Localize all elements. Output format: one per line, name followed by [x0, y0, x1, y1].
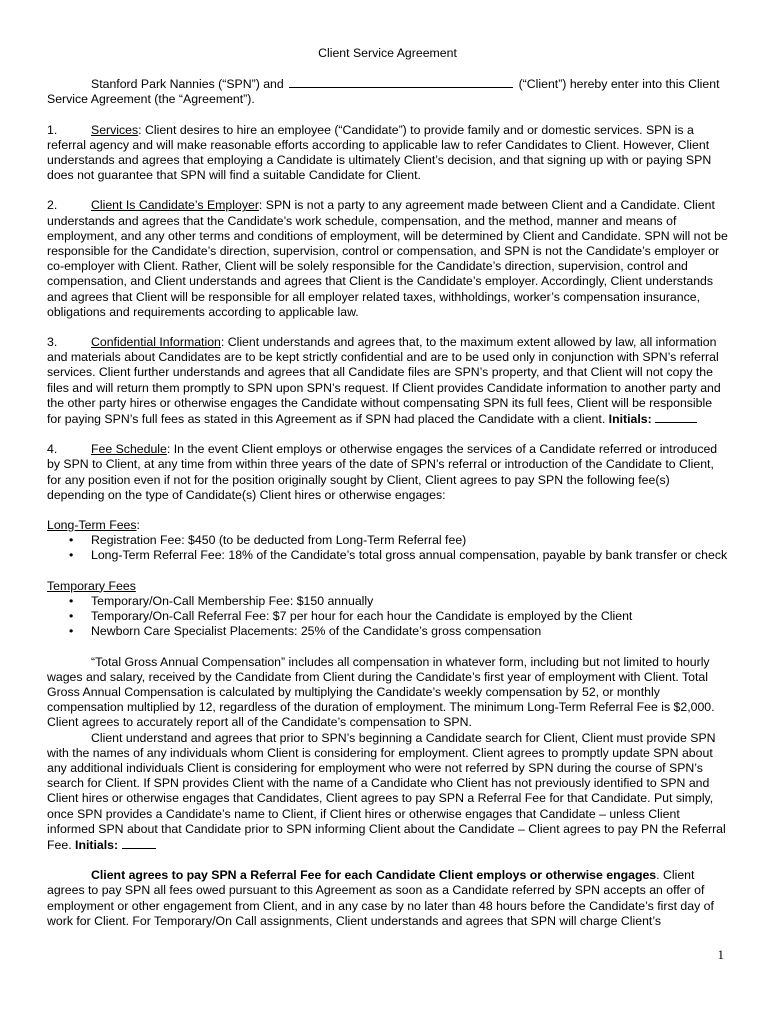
document-page [47, 46, 728, 929]
intro-paragraph [47, 76, 728, 92]
bullet-icon: • [69, 593, 74, 608]
intro-lead: Stanford Park Nannies (“SPN”) and [91, 77, 284, 92]
section-text: : SPN is not a party to any agreement made between Client and a Candidate. Client understands and agrees that the Candidate’s work schedule, compensation, and the method, manner and means of employment, and any other terms and conditions of employment, will be determined by Client and Candidate. SPN will not be responsible for the Candidate’s direction, supervision, control or compensation, and SPN is not the Candidate’s employer or co-employer with Client. Rather, Client will be solely responsible for the Candidate’s direction, supervision, control and compensation, and Client understands and agrees that Client is the Candidate’s employer. Accordingly, Client understands and agrees that Client will be responsible for all employer related taxes, withholdings, worker’s compensation insurance, obligations and requirements according to applicable law. [47, 198, 728, 319]
section-heading: Client Is Candidate’s Employer [91, 198, 259, 213]
section-services: 1. Services: Client desires to hire an employee (“Candidate”) to provide family and or domestic services. SPN is a referral agency and will make reasonable efforts according to applicable law to refer Candidates to Client. However, Client understands and agrees that employing a Candidate is ultimately Client’s decision, and that signing up with or paying SPN does not guarantee that SPN will find a suitable Candidate for Client. [47, 122, 712, 183]
initials-blank [655, 411, 697, 423]
initials-label: Initials: [608, 412, 652, 427]
section-heading: Services [91, 122, 139, 137]
list-item: • Long-Term Referral Fee: 18% of the Candidate’s total gross annual compensation, payable by bank transfer or check [69, 548, 728, 563]
section-confidential-information: 3. Confidential Information: Client understands and agrees that, to the maximum extent allowed by law, all information and materials about Candidates are to be kept strictly confidential and are to be used only in conjunction with SPN’s referral services. Client further understands and agrees that all Candidate files are SPN’s property, and that Client will not copy the files and will return them promptly to SPN upon SPN’s request. If Client provides Candidate information to another party and the other party hires or otherwise engages the Candidate without compensating SPN its full fees, Client will be responsible for paying SPN’s full fees as stated in this Agreement as if SPN had placed the Candidate with a client. Initials: [47, 335, 721, 427]
long-term-fees-heading: Long-Term Fees: [47, 518, 140, 533]
intro-tail-line2: Service Agreement (the “Agreement”). [47, 92, 255, 107]
list-item: • Temporary/On-Call Referral Fee: $7 per hour for each hour the Candidate is employed by the Client [69, 609, 633, 624]
section-text: : In the event Client employs or otherwise engages the services of a Candidate referred or introduced by SPN to Client, at any time from within three years of the date of SPN’s referral or introduction of the Candidate to Client, for any position even if not for the position originally sought by Client, Client agrees to pay SPN the following fee(s) depending on the type of Candidate(s) Client hires or otherwise engages: [47, 442, 718, 502]
bullet-icon: • [69, 533, 74, 548]
initials-blank [122, 837, 156, 849]
section-text: : Client understands and agrees that, to the maximum extent allowed by law, all information and materials about Candidates are to be kept strictly confidential and are to be used only in conjunction with SPN’s referral services. Client further understands and agrees that all Candidate files are SPN’s property, and that Client will not copy the files and will return them promptly to SPN upon SPN’s request. If Client provides Candidate information to another party and the other party hires or otherwise engages the Candidate without compensating SPN its full fees, Client will be responsible for paying SPN’s full fees as stated in this Agreement as if SPN had placed the Candidate with a client. [47, 335, 721, 427]
list-item: • Registration Fee: $450 (to be deducted from Long-Term Referral fee) [69, 533, 467, 548]
list-item: • Temporary/On-Call Membership Fee: $150 annually [69, 593, 374, 608]
section-heading: Confidential Information [91, 335, 221, 350]
section-fee-schedule: 4. Fee Schedule: In the event Client employs or otherwise engages the services of a Candidate referred or introduced by SPN to Client, at any time from within three years of the date of SPN’s referral or introduction of the Candidate to Client, for any position even if not for the position originally sought by Client, Client agrees to pay SPN the following fee(s) depending on the type of Candidate(s) Client hires or otherwise engages: [47, 442, 718, 502]
candidate-names-paragraph: Client understand and agrees that prior to SPN’s beginning a Candidate search for Client, Client must provide SPN with the names of any individuals whom Client is considering for employment. Client agrees to promptly update SPN about any additional individuals Client is considering for employment who were not referred by SPN during the course of SPN’s search for Client. If SPN provides Client with the name of a Candidate who Client has not previously identified to SPN and Client hires or otherwise engages that Candidates, Client agrees to pay SPN a Referral Fee for that Candidate. Put simply, once SPN provides a Candidate’s name to Client, if Client hires or otherwise engages that Candidate – unless Client informed SPN about that Candidate prior to SPN informing Client about the Candidate – Client agrees to pay PN the Referral Fee. Initials: [47, 730, 726, 852]
temporary-fees-heading: Temporary Fees [47, 578, 136, 593]
section-client-is-employer: 2. Client Is Candidate’s Employer: SPN is not a party to any agreement made between Client and a Candidate. Client understands and agrees that the Candidate’s work schedule, compensation, and the method, manner and means of employment, and any other terms and conditions of employment, will be determined by Client and Candidate. SPN will not be responsible for the Candidate’s direction, supervision, control or compensation, and SPN is not the Candidate’s employer or co-employer with Client. Rather, Client will be solely responsible for the Candidate’s direction, supervision, control and compensation, and Client understands and agrees that Client is the Candidate’s employer. Accordingly, Client understands and agrees that Client will be responsible for all employer related taxes, withholdings, worker’s compensation insurance, obligations and requirements according to applicable law. [47, 198, 728, 319]
long-term-fees-list [47, 533, 728, 563]
bullet-icon: • [69, 548, 74, 563]
bullet-icon: • [69, 609, 74, 624]
section-text: : Client desires to hire an employee (“Candidate”) to provide family and or domestic services. SPN is a referral agency and will make reasonable efforts according to applicable law to refer Candidates to Client. However, Client understands and agrees that employing a Candidate is ultimately Client’s decision, and that signing up with or paying SPN does not guarantee that SPN will find a suitable Candidate for Client. [47, 122, 712, 183]
referral-fee-paragraph: Client agrees to pay SPN a Referral Fee for each Candidate Client employs or otherwise engages. Client agrees to pay SPN all fees owed pursuant to this Agreement as soon as a Candidate referred by SPN accepts an offer of employment or other engagement from Client, and in any case by no later than 48 hours before the Candidate’s first day of work for Client. For Temporary/On Call assignments, Client understands and agrees that SPN will charge Client’s [47, 868, 714, 928]
initials-label: Initials: [75, 837, 119, 852]
total-compensation-paragraph: “Total Gross Annual Compensation” includes all compensation in whatever form, including but not limited to hourly wages and salary, received by the Candidate from Client during the Candidate’s first year of employment with Client. Total Gross Annual Compensation is calculated by multiplying the Candidate’s weekly compensation by 52, or monthly compensation multiplied by 12, regardless of the duration of employment. The minimum Long-Term Referral Fee is $2,000. Client agrees to accurately report all of the Candidate’s compensation to SPN. [47, 654, 715, 730]
client-name-blank [289, 76, 513, 88]
page-number: 1 [717, 947, 724, 962]
section-heading: Fee Schedule [91, 442, 167, 457]
temporary-fees-list [47, 594, 728, 640]
document-title: Client Service Agreement [318, 46, 457, 60]
bullet-icon: • [69, 624, 74, 639]
intro-tail-line1: (“Client”) hereby enter into this Client [518, 77, 720, 92]
list-item: • Newborn Care Specialist Placements: 25% of the Candidate’s gross compensation [69, 624, 542, 639]
